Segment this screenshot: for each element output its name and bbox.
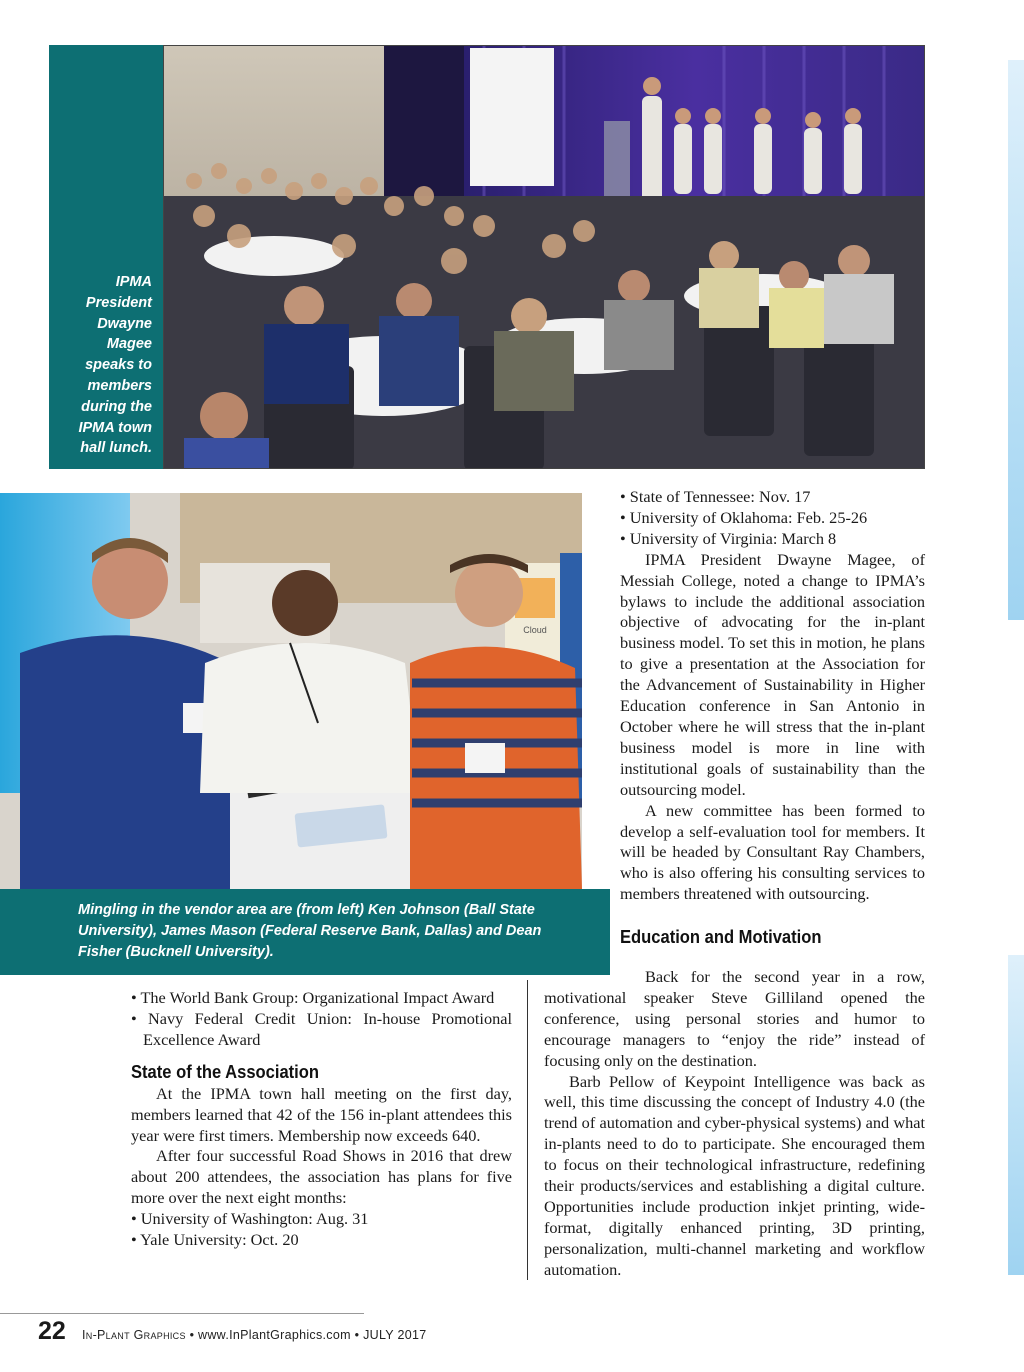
list-item: • State of Tennessee: Nov. 17 [620, 487, 811, 506]
booth-banner-text: Cloud [523, 625, 547, 635]
footer-line [82, 1327, 426, 1343]
photo-caption-top: IPMA President Dwayne Magee speaks to members during the IPMA town hall lunch. [78, 274, 152, 457]
list-item: • Navy Federal Credit Union: In-house Promotional Excellence Award [131, 1008, 512, 1049]
vendor-scene [0, 493, 582, 889]
paragraph: Barb Pellow of Keypoint Intelligence was back as well, this time discussing the concept of Industry 4.0 (the trend of automation and cyber-physical systems) and what in-plants need to do to participate. She encouraged them to focus on their technological infrastructure, redefining their products/services and establishing a digital culture. Opportunities include production inkjet printing, wide-format, digitally enhanced printing, 3D printing, personalization, multi-channel marketing and workflow automation. [544, 1071, 925, 1279]
paragraph: A new committee has been formed to develop a self-evaluation tool for members. It will be headed by Consultant Ray Chambers, who is also offering his consulting services to members threatened with outsourcing. [620, 800, 925, 904]
left-column [131, 988, 512, 1251]
page-number: 22 [38, 1317, 66, 1345]
website-link[interactable]: www.InPlantGraphics.com [198, 1328, 351, 1342]
list-item: • The World Bank Group: Organizational Impact Award [131, 988, 495, 1007]
middle-column [544, 967, 925, 1281]
issue-date: JULY 2017 [363, 1328, 427, 1342]
column-divider [527, 980, 528, 1280]
paragraph: Back for the second year in a row, motivational speaker Steve Gilliland opened the conference, using personal stories and humor to encourage managers to “enjoy the ride” instead of focusing only on the destination. [544, 967, 925, 1070]
footer-rule [0, 1313, 364, 1314]
paragraph: After four successful Road Shows in 2016 that drew about 200 attendees, the association has plans for five more over the next eight months: [131, 1146, 512, 1208]
paragraph: IPMA President Dwayne Magee, of Messiah College, noted a change to IPMA’s bylaws to include the additional association objective of advocating for the in-plant business model. To set this in motion, he plans to give a presentation at the Association for the Advancement of Sustainability in Higher Education conference in San Antonio in October where he will stress that the in-plant business model is more in line with institutional goals of sustainability than the outsourcing model. [620, 549, 925, 799]
town-hall-scene [164, 46, 925, 469]
photo-caption-vendor: Mingling in the vendor area are (from left) Ken Johnson (Ball State University), James Mason (Federal Reserve Bank, Dallas) and Dean Fisher (Bucknell University). [78, 902, 542, 960]
list-item: • University of Virginia: March 8 [620, 528, 837, 548]
facing-page-bleed [1008, 60, 1024, 620]
section-heading: Education and Motivation [620, 927, 822, 948]
footer-separator: • [189, 1328, 195, 1342]
paragraph: At the IPMA town hall meeting on the first day, members learned that 42 of the 156 in-plant attendees this year were first timers. Membership now exceeds 640. [131, 1083, 512, 1145]
right-column [620, 487, 925, 949]
footer-separator: • [354, 1328, 360, 1342]
section-heading: State of the Association [131, 1061, 320, 1082]
vendor-area-photo [0, 493, 582, 889]
list-item: • University of Washington: Aug. 31 [131, 1209, 369, 1229]
town-hall-photo [163, 45, 925, 469]
list-item: • University of Oklahoma: Feb. 25-26 [620, 507, 868, 527]
facing-page-bleed [1008, 955, 1024, 1275]
publication-name: In-Plant Graphics [82, 1328, 186, 1342]
list-item: • Yale University: Oct. 20 [131, 1230, 299, 1250]
